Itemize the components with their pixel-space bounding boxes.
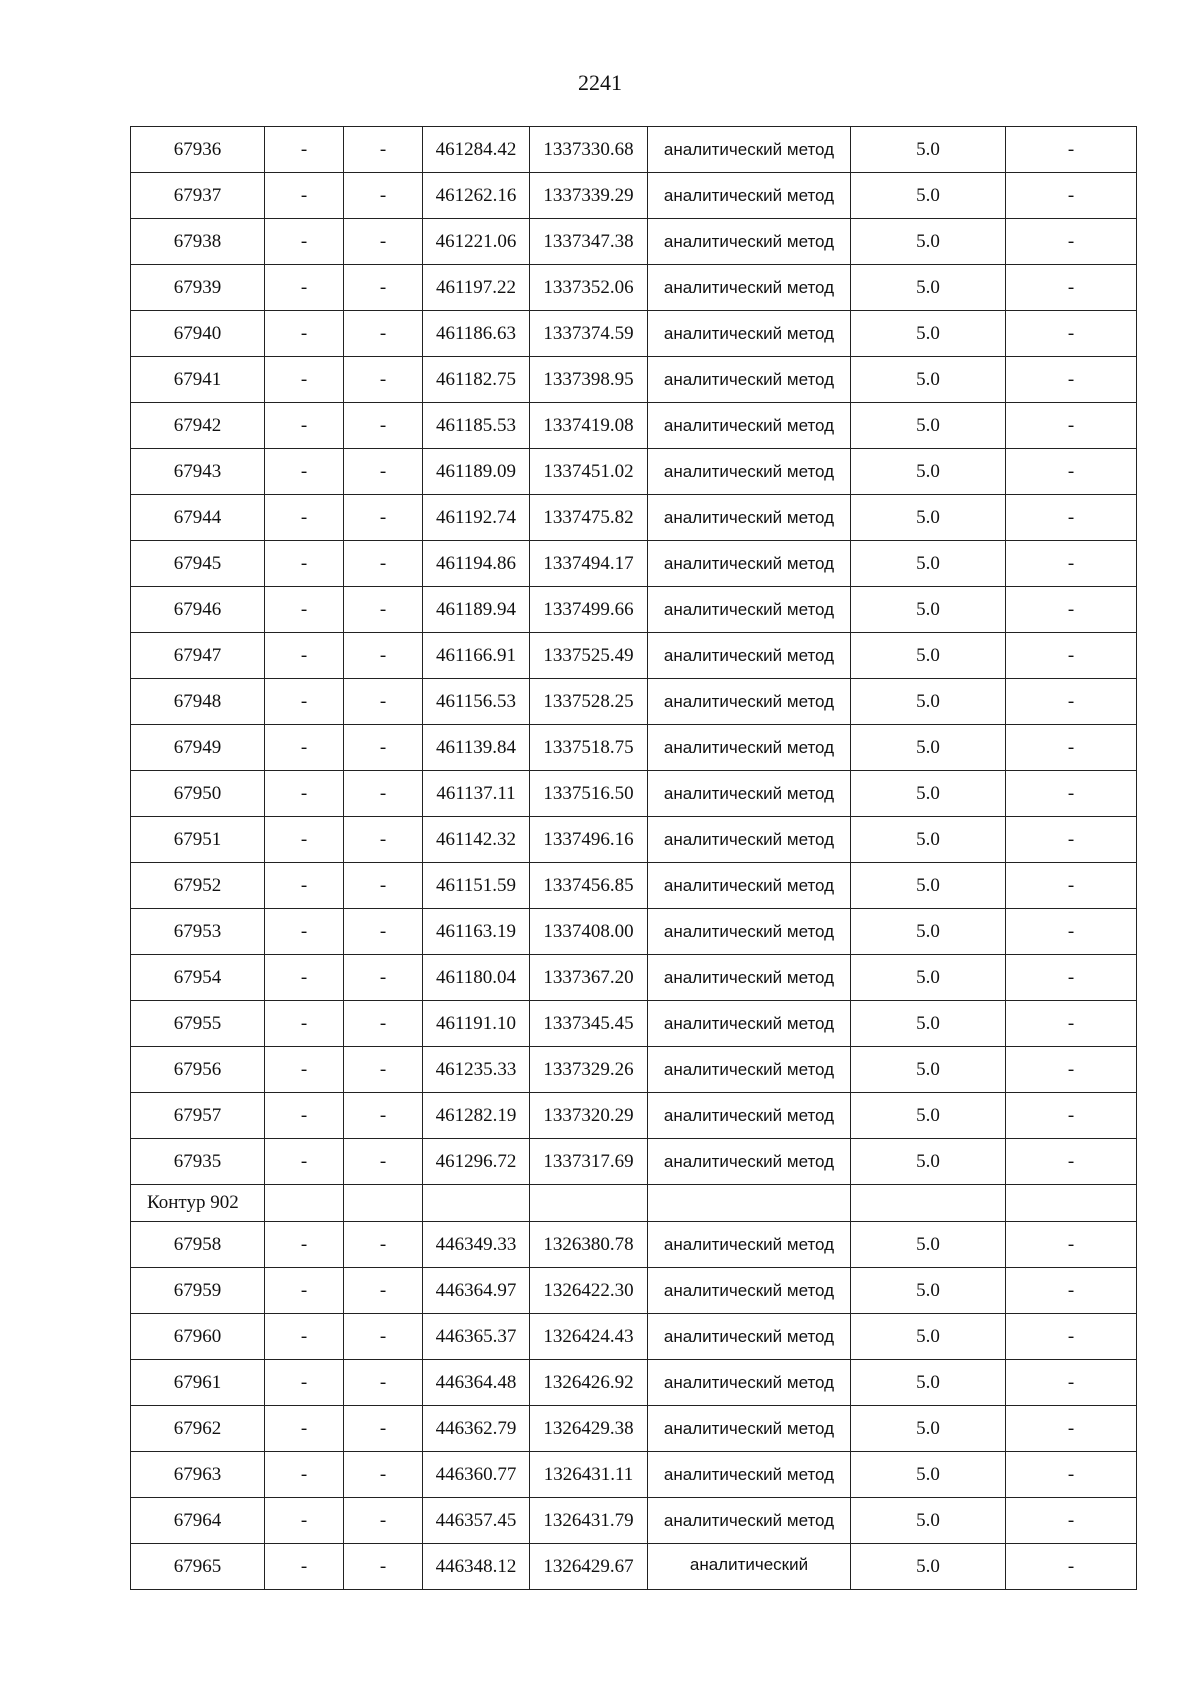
dash-cell: - xyxy=(265,357,344,403)
method-cell: аналитический метод xyxy=(648,587,851,633)
x-coordinate-cell: 446357.45 xyxy=(423,1498,530,1544)
y-coordinate-cell: 1337317.69 xyxy=(530,1139,648,1185)
dash-cell: - xyxy=(1006,679,1137,725)
dash-cell: - xyxy=(265,1360,344,1406)
dash-cell: - xyxy=(344,357,423,403)
dash-cell: - xyxy=(344,127,423,173)
accuracy-cell: 5.0 xyxy=(851,1544,1006,1590)
table-row xyxy=(131,173,1137,219)
dash-cell: - xyxy=(265,1139,344,1185)
dash-cell: - xyxy=(1006,1360,1137,1406)
dash-cell: - xyxy=(344,1268,423,1314)
point-id-cell: 67946 xyxy=(131,587,265,633)
accuracy-cell: 5.0 xyxy=(851,1406,1006,1452)
dash-cell: - xyxy=(344,1544,423,1590)
dash-cell: - xyxy=(1006,1222,1137,1268)
y-coordinate-cell: 1337528.25 xyxy=(530,679,648,725)
table-row xyxy=(131,1360,1137,1406)
accuracy-cell: 5.0 xyxy=(851,1360,1006,1406)
x-coordinate-cell: 446348.12 xyxy=(423,1544,530,1590)
y-coordinate-cell: 1337419.08 xyxy=(530,403,648,449)
method-cell: аналитический метод xyxy=(648,173,851,219)
x-coordinate-cell: 461156.53 xyxy=(423,679,530,725)
point-id-cell: 67949 xyxy=(131,725,265,771)
dash-cell: - xyxy=(265,909,344,955)
dash-cell: - xyxy=(344,1498,423,1544)
point-id-cell: 67961 xyxy=(131,1360,265,1406)
empty-cell xyxy=(851,1185,1006,1222)
table-row xyxy=(131,1314,1137,1360)
y-coordinate-cell: 1337352.06 xyxy=(530,265,648,311)
dash-cell: - xyxy=(344,633,423,679)
dash-cell: - xyxy=(265,725,344,771)
point-id-cell: 67937 xyxy=(131,173,265,219)
dash-cell: - xyxy=(344,909,423,955)
point-id-cell: 67959 xyxy=(131,1268,265,1314)
method-cell: аналитический метод xyxy=(648,449,851,495)
y-coordinate-cell: 1337456.85 xyxy=(530,863,648,909)
table-row xyxy=(131,1139,1137,1185)
method-cell: аналитический метод xyxy=(648,817,851,863)
point-id-cell: 67953 xyxy=(131,909,265,955)
accuracy-cell: 5.0 xyxy=(851,495,1006,541)
accuracy-cell: 5.0 xyxy=(851,955,1006,1001)
dash-cell: - xyxy=(344,1139,423,1185)
x-coordinate-cell: 461284.42 xyxy=(423,127,530,173)
y-coordinate-cell: 1337339.29 xyxy=(530,173,648,219)
contour-header-row xyxy=(131,1185,1137,1222)
accuracy-cell: 5.0 xyxy=(851,127,1006,173)
accuracy-cell: 5.0 xyxy=(851,679,1006,725)
table-row xyxy=(131,1544,1137,1590)
point-id-cell: 67942 xyxy=(131,403,265,449)
table-row xyxy=(131,725,1137,771)
point-id-cell: 67955 xyxy=(131,1001,265,1047)
y-coordinate-cell: 1337329.26 xyxy=(530,1047,648,1093)
x-coordinate-cell: 461163.19 xyxy=(423,909,530,955)
table-row xyxy=(131,403,1137,449)
table-row xyxy=(131,1498,1137,1544)
dash-cell: - xyxy=(265,541,344,587)
x-coordinate-cell: 461151.59 xyxy=(423,863,530,909)
method-cell: аналитический метод xyxy=(648,403,851,449)
method-cell: аналитический метод xyxy=(648,219,851,265)
point-id-cell: 67945 xyxy=(131,541,265,587)
method-cell: аналитический xyxy=(648,1544,851,1590)
x-coordinate-cell: 461194.86 xyxy=(423,541,530,587)
dash-cell: - xyxy=(344,587,423,633)
x-coordinate-cell: 446364.97 xyxy=(423,1268,530,1314)
y-coordinate-cell: 1337496.16 xyxy=(530,817,648,863)
x-coordinate-cell: 461180.04 xyxy=(423,955,530,1001)
accuracy-cell: 5.0 xyxy=(851,173,1006,219)
table-row xyxy=(131,357,1137,403)
dash-cell: - xyxy=(1006,725,1137,771)
method-cell: аналитический метод xyxy=(648,771,851,817)
dash-cell: - xyxy=(1006,311,1137,357)
empty-cell xyxy=(530,1185,648,1222)
method-cell: аналитический метод xyxy=(648,633,851,679)
accuracy-cell: 5.0 xyxy=(851,1139,1006,1185)
coordinates-table xyxy=(130,126,1137,1590)
point-id-cell: 67963 xyxy=(131,1452,265,1498)
method-cell: аналитический метод xyxy=(648,541,851,587)
dash-cell: - xyxy=(344,1047,423,1093)
dash-cell: - xyxy=(344,863,423,909)
accuracy-cell: 5.0 xyxy=(851,541,1006,587)
dash-cell: - xyxy=(1006,219,1137,265)
method-cell: аналитический метод xyxy=(648,1268,851,1314)
dash-cell: - xyxy=(1006,1047,1137,1093)
method-cell: аналитический метод xyxy=(648,863,851,909)
accuracy-cell: 5.0 xyxy=(851,909,1006,955)
method-cell: аналитический метод xyxy=(648,1360,851,1406)
method-cell: аналитический метод xyxy=(648,357,851,403)
method-cell: аналитический метод xyxy=(648,1139,851,1185)
accuracy-cell: 5.0 xyxy=(851,1268,1006,1314)
dash-cell: - xyxy=(344,495,423,541)
dash-cell: - xyxy=(265,127,344,173)
y-coordinate-cell: 1326426.92 xyxy=(530,1360,648,1406)
dash-cell: - xyxy=(1006,1544,1137,1590)
x-coordinate-cell: 461139.84 xyxy=(423,725,530,771)
dash-cell: - xyxy=(344,1001,423,1047)
dash-cell: - xyxy=(1006,495,1137,541)
point-id-cell: 67939 xyxy=(131,265,265,311)
table-row xyxy=(131,587,1137,633)
dash-cell: - xyxy=(344,541,423,587)
table-row xyxy=(131,633,1137,679)
dash-cell: - xyxy=(265,219,344,265)
point-id-cell: 67951 xyxy=(131,817,265,863)
table-row xyxy=(131,1001,1137,1047)
point-id-cell: 67944 xyxy=(131,495,265,541)
method-cell: аналитический метод xyxy=(648,265,851,311)
method-cell: аналитический метод xyxy=(648,127,851,173)
dash-cell: - xyxy=(1006,863,1137,909)
x-coordinate-cell: 446349.33 xyxy=(423,1222,530,1268)
dash-cell: - xyxy=(344,1406,423,1452)
method-cell: аналитический метод xyxy=(648,495,851,541)
table-row xyxy=(131,1452,1137,1498)
accuracy-cell: 5.0 xyxy=(851,449,1006,495)
table-row xyxy=(131,771,1137,817)
x-coordinate-cell: 461137.11 xyxy=(423,771,530,817)
table-row xyxy=(131,495,1137,541)
dash-cell: - xyxy=(1006,633,1137,679)
point-id-cell: 67950 xyxy=(131,771,265,817)
dash-cell: - xyxy=(1006,357,1137,403)
point-id-cell: 67956 xyxy=(131,1047,265,1093)
point-id-cell: 67958 xyxy=(131,1222,265,1268)
accuracy-cell: 5.0 xyxy=(851,1047,1006,1093)
y-coordinate-cell: 1337374.59 xyxy=(530,311,648,357)
dash-cell: - xyxy=(265,173,344,219)
dash-cell: - xyxy=(1006,449,1137,495)
point-id-cell: 67962 xyxy=(131,1406,265,1452)
method-cell: аналитический метод xyxy=(648,1498,851,1544)
point-id-cell: 67947 xyxy=(131,633,265,679)
point-id-cell: 67957 xyxy=(131,1093,265,1139)
y-coordinate-cell: 1337516.50 xyxy=(530,771,648,817)
x-coordinate-cell: 461182.75 xyxy=(423,357,530,403)
table-row xyxy=(131,679,1137,725)
dash-cell: - xyxy=(1006,1314,1137,1360)
accuracy-cell: 5.0 xyxy=(851,817,1006,863)
point-id-cell: 67954 xyxy=(131,955,265,1001)
dash-cell: - xyxy=(344,403,423,449)
x-coordinate-cell: 446365.37 xyxy=(423,1314,530,1360)
y-coordinate-cell: 1337518.75 xyxy=(530,725,648,771)
dash-cell: - xyxy=(1006,1001,1137,1047)
dash-cell: - xyxy=(265,955,344,1001)
dash-cell: - xyxy=(1006,1139,1137,1185)
x-coordinate-cell: 461192.74 xyxy=(423,495,530,541)
y-coordinate-cell: 1326429.67 xyxy=(530,1544,648,1590)
accuracy-cell: 5.0 xyxy=(851,633,1006,679)
accuracy-cell: 5.0 xyxy=(851,1222,1006,1268)
empty-cell xyxy=(265,1185,344,1222)
dash-cell: - xyxy=(265,679,344,725)
x-coordinate-cell: 461142.32 xyxy=(423,817,530,863)
dash-cell: - xyxy=(1006,541,1137,587)
dash-cell: - xyxy=(1006,1452,1137,1498)
empty-cell xyxy=(423,1185,530,1222)
x-coordinate-cell: 446360.77 xyxy=(423,1452,530,1498)
table-row xyxy=(131,541,1137,587)
y-coordinate-cell: 1337408.00 xyxy=(530,909,648,955)
x-coordinate-cell: 446362.79 xyxy=(423,1406,530,1452)
y-coordinate-cell: 1337320.29 xyxy=(530,1093,648,1139)
method-cell: аналитический метод xyxy=(648,1452,851,1498)
method-cell: аналитический метод xyxy=(648,1222,851,1268)
accuracy-cell: 5.0 xyxy=(851,863,1006,909)
x-coordinate-cell: 461189.94 xyxy=(423,587,530,633)
empty-cell xyxy=(344,1185,423,1222)
table-row xyxy=(131,817,1137,863)
method-cell: аналитический метод xyxy=(648,1001,851,1047)
y-coordinate-cell: 1326422.30 xyxy=(530,1268,648,1314)
y-coordinate-cell: 1337347.38 xyxy=(530,219,648,265)
dash-cell: - xyxy=(344,449,423,495)
table-row xyxy=(131,1406,1137,1452)
dash-cell: - xyxy=(344,817,423,863)
dash-cell: - xyxy=(1006,173,1137,219)
dash-cell: - xyxy=(1006,587,1137,633)
dash-cell: - xyxy=(344,1360,423,1406)
table-row xyxy=(131,863,1137,909)
point-id-cell: 67943 xyxy=(131,449,265,495)
point-id-cell: 67941 xyxy=(131,357,265,403)
table-row xyxy=(131,449,1137,495)
dash-cell: - xyxy=(344,1314,423,1360)
point-id-cell: 67938 xyxy=(131,219,265,265)
accuracy-cell: 5.0 xyxy=(851,725,1006,771)
dash-cell: - xyxy=(1006,127,1137,173)
dash-cell: - xyxy=(344,1452,423,1498)
dash-cell: - xyxy=(265,633,344,679)
dash-cell: - xyxy=(265,1452,344,1498)
method-cell: аналитический метод xyxy=(648,311,851,357)
dash-cell: - xyxy=(1006,265,1137,311)
accuracy-cell: 5.0 xyxy=(851,1314,1006,1360)
dash-cell: - xyxy=(1006,1498,1137,1544)
page-number: 2241 xyxy=(578,70,622,95)
y-coordinate-cell: 1337367.20 xyxy=(530,955,648,1001)
accuracy-cell: 5.0 xyxy=(851,771,1006,817)
accuracy-cell: 5.0 xyxy=(851,357,1006,403)
dash-cell: - xyxy=(344,725,423,771)
dash-cell: - xyxy=(1006,817,1137,863)
dash-cell: - xyxy=(1006,909,1137,955)
dash-cell: - xyxy=(265,449,344,495)
accuracy-cell: 5.0 xyxy=(851,1498,1006,1544)
dash-cell: - xyxy=(344,955,423,1001)
dash-cell: - xyxy=(265,1498,344,1544)
dash-cell: - xyxy=(265,495,344,541)
method-cell: аналитический метод xyxy=(648,1314,851,1360)
method-cell: аналитический метод xyxy=(648,725,851,771)
point-id-cell: 67935 xyxy=(131,1139,265,1185)
y-coordinate-cell: 1337398.95 xyxy=(530,357,648,403)
y-coordinate-cell: 1337330.68 xyxy=(530,127,648,173)
x-coordinate-cell: 461191.10 xyxy=(423,1001,530,1047)
table-body xyxy=(131,127,1137,1590)
x-coordinate-cell: 446364.48 xyxy=(423,1360,530,1406)
empty-cell xyxy=(1006,1185,1137,1222)
y-coordinate-cell: 1337494.17 xyxy=(530,541,648,587)
dash-cell: - xyxy=(265,1093,344,1139)
dash-cell: - xyxy=(1006,1406,1137,1452)
dash-cell: - xyxy=(265,587,344,633)
dash-cell: - xyxy=(265,1544,344,1590)
x-coordinate-cell: 461185.53 xyxy=(423,403,530,449)
empty-cell xyxy=(648,1185,851,1222)
x-coordinate-cell: 461262.16 xyxy=(423,173,530,219)
dash-cell: - xyxy=(344,1222,423,1268)
table-row xyxy=(131,1093,1137,1139)
dash-cell: - xyxy=(344,173,423,219)
dash-cell: - xyxy=(265,311,344,357)
dash-cell: - xyxy=(265,817,344,863)
table-row xyxy=(131,1222,1137,1268)
accuracy-cell: 5.0 xyxy=(851,265,1006,311)
accuracy-cell: 5.0 xyxy=(851,587,1006,633)
accuracy-cell: 5.0 xyxy=(851,403,1006,449)
y-coordinate-cell: 1337499.66 xyxy=(530,587,648,633)
accuracy-cell: 5.0 xyxy=(851,311,1006,357)
dash-cell: - xyxy=(265,403,344,449)
point-id-cell: 67964 xyxy=(131,1498,265,1544)
dash-cell: - xyxy=(265,863,344,909)
x-coordinate-cell: 461189.09 xyxy=(423,449,530,495)
method-cell: аналитический метод xyxy=(648,955,851,1001)
dash-cell: - xyxy=(265,1268,344,1314)
y-coordinate-cell: 1326431.11 xyxy=(530,1452,648,1498)
dash-cell: - xyxy=(344,679,423,725)
y-coordinate-cell: 1326380.78 xyxy=(530,1222,648,1268)
dash-cell: - xyxy=(1006,1268,1137,1314)
dash-cell: - xyxy=(344,311,423,357)
contour-label: Контур 902 xyxy=(131,1185,265,1222)
method-cell: аналитический метод xyxy=(648,679,851,725)
dash-cell: - xyxy=(265,1222,344,1268)
method-cell: аналитический метод xyxy=(648,1406,851,1452)
y-coordinate-cell: 1326431.79 xyxy=(530,1498,648,1544)
table-row xyxy=(131,311,1137,357)
y-coordinate-cell: 1337451.02 xyxy=(530,449,648,495)
method-cell: аналитический метод xyxy=(648,909,851,955)
accuracy-cell: 5.0 xyxy=(851,1093,1006,1139)
y-coordinate-cell: 1337345.45 xyxy=(530,1001,648,1047)
x-coordinate-cell: 461235.33 xyxy=(423,1047,530,1093)
point-id-cell: 67936 xyxy=(131,127,265,173)
dash-cell: - xyxy=(1006,1093,1137,1139)
dash-cell: - xyxy=(344,1093,423,1139)
x-coordinate-cell: 461166.91 xyxy=(423,633,530,679)
dash-cell: - xyxy=(1006,955,1137,1001)
point-id-cell: 67948 xyxy=(131,679,265,725)
table-row xyxy=(131,127,1137,173)
point-id-cell: 67965 xyxy=(131,1544,265,1590)
x-coordinate-cell: 461186.63 xyxy=(423,311,530,357)
table-row xyxy=(131,1268,1137,1314)
x-coordinate-cell: 461197.22 xyxy=(423,265,530,311)
table-row xyxy=(131,955,1137,1001)
dash-cell: - xyxy=(265,771,344,817)
dash-cell: - xyxy=(265,1406,344,1452)
method-cell: аналитический метод xyxy=(648,1047,851,1093)
dash-cell: - xyxy=(344,265,423,311)
table-row xyxy=(131,219,1137,265)
dash-cell: - xyxy=(265,1047,344,1093)
y-coordinate-cell: 1326429.38 xyxy=(530,1406,648,1452)
y-coordinate-cell: 1326424.43 xyxy=(530,1314,648,1360)
dash-cell: - xyxy=(265,265,344,311)
dash-cell: - xyxy=(265,1314,344,1360)
dash-cell: - xyxy=(344,771,423,817)
y-coordinate-cell: 1337475.82 xyxy=(530,495,648,541)
x-coordinate-cell: 461296.72 xyxy=(423,1139,530,1185)
dash-cell: - xyxy=(1006,771,1137,817)
point-id-cell: 67940 xyxy=(131,311,265,357)
point-id-cell: 67952 xyxy=(131,863,265,909)
dash-cell: - xyxy=(344,219,423,265)
point-id-cell: 67960 xyxy=(131,1314,265,1360)
accuracy-cell: 5.0 xyxy=(851,1452,1006,1498)
x-coordinate-cell: 461221.06 xyxy=(423,219,530,265)
table-row xyxy=(131,909,1137,955)
dash-cell: - xyxy=(1006,403,1137,449)
table-row xyxy=(131,265,1137,311)
accuracy-cell: 5.0 xyxy=(851,1001,1006,1047)
table-row xyxy=(131,1047,1137,1093)
method-cell: аналитический метод xyxy=(648,1093,851,1139)
accuracy-cell: 5.0 xyxy=(851,219,1006,265)
dash-cell: - xyxy=(265,1001,344,1047)
y-coordinate-cell: 1337525.49 xyxy=(530,633,648,679)
x-coordinate-cell: 461282.19 xyxy=(423,1093,530,1139)
